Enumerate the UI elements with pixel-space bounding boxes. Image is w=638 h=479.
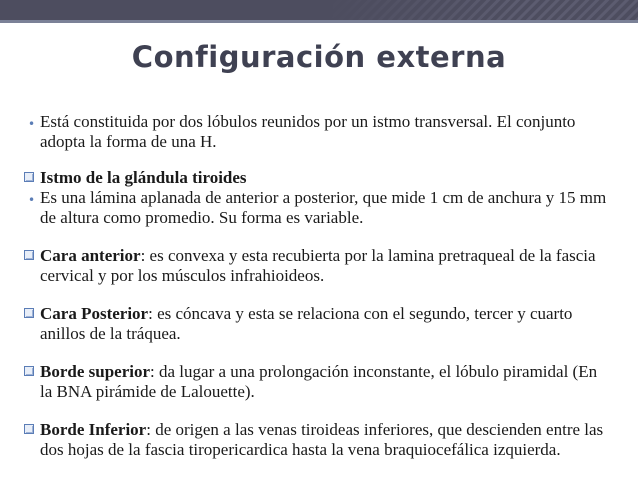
dot-bullet-icon: • <box>28 117 36 131</box>
bullet-text: Está constituida por dos lóbulos reunidos por un istmo transversal. El conjunto adopta la forma de una H. <box>40 112 576 151</box>
bullet-heading: Cara anterior <box>40 246 141 265</box>
square-bullet-icon <box>24 308 34 318</box>
bullet-text: : de origen a las venas tiroideas inferiores, que descienden entre las dos hojas de la fascia tiropericardica hasta la vena braquiocefálica izquierda. <box>40 420 604 459</box>
checkbox-item <box>28 420 608 460</box>
bullet-heading: Istmo de la glándula tiroides <box>40 168 247 187</box>
dot-bullet-icon: • <box>28 193 36 207</box>
checkbox-item <box>28 168 608 188</box>
square-bullet-icon <box>24 250 34 260</box>
checkbox-item <box>28 304 608 344</box>
bullet-heading: Borde Inferior <box>40 420 147 439</box>
slide-content <box>28 112 608 460</box>
bullet-text: : es convexa y esta recubierta por la lamina pretraqueal de la fascia cervical y por los músculos infrahioideos. <box>40 246 596 285</box>
header-accent-line <box>0 20 638 23</box>
square-bullet-icon <box>24 424 34 434</box>
top-banner <box>0 0 638 20</box>
checkbox-item <box>28 362 608 402</box>
slide-title: Configuración externa <box>131 40 507 74</box>
bullet-text: : da lugar a una prolongación inconstante, el lóbulo piramidal (En la BNA pirámide de Lalouette). <box>40 362 598 401</box>
bullet-text: : es cóncava y esta se relaciona con el segundo, tercer y cuarto anillos de la tráquea. <box>40 304 573 343</box>
bullet-heading: Borde superior <box>40 362 151 381</box>
bullet-heading: Cara Posterior <box>40 304 149 323</box>
square-bullet-icon <box>24 172 34 182</box>
bullet-item <box>28 112 608 152</box>
square-bullet-icon <box>24 366 34 376</box>
checkbox-item <box>28 246 608 286</box>
bullet-item <box>28 188 608 228</box>
stripe-pattern <box>328 0 638 20</box>
bullet-text: Es una lámina aplanada de anterior a posterior, que mide 1 cm de anchura y 15 mm de altura como promedio. Su forma es variable. <box>40 188 607 227</box>
